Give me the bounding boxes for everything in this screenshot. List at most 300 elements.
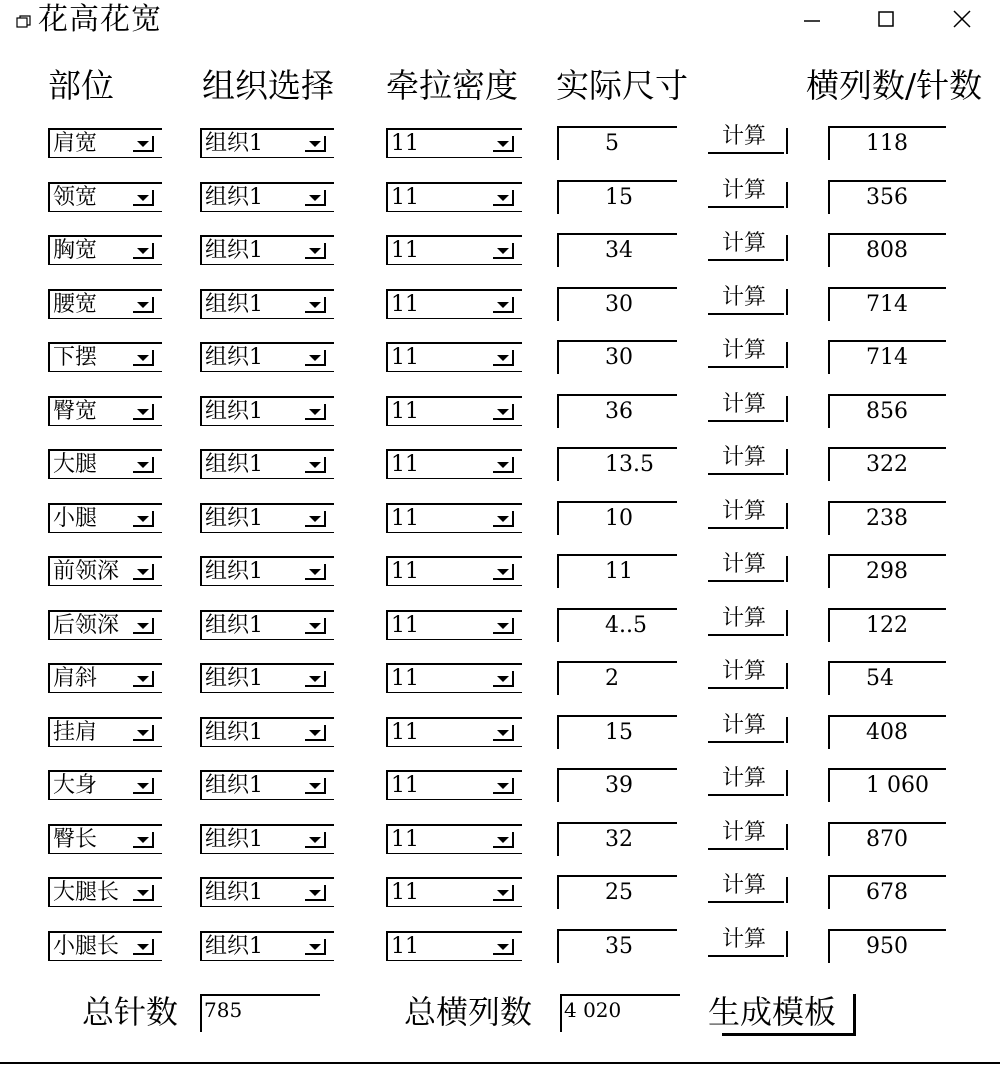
button-shadow [786,931,788,957]
organization-select-value: 组织1 [205,773,263,798]
dropdown-arrow-icon[interactable] [132,671,160,691]
button-shadow [786,877,788,903]
calculate-label: 计算 [722,499,767,524]
button-shadow [708,420,784,422]
dropdown-arrow-icon[interactable] [492,350,520,370]
actual-size-value: 15 [605,720,633,745]
part-select[interactable] [48,182,162,212]
dropdown-arrow-icon[interactable] [132,939,160,959]
calculate-label: 计算 [722,445,767,470]
density-select-value: 11 [391,399,419,424]
window-bottom-border [0,1062,1000,1064]
button-shadow [708,259,784,261]
part-select-value: 下摆 [53,345,98,370]
calculate-label: 计算 [722,392,767,417]
actual-size-value: 2 [605,666,619,691]
result-value: 356 [866,185,908,210]
dropdown-arrow-icon[interactable] [132,350,160,370]
part-select[interactable] [48,610,162,640]
dropdown-arrow-icon[interactable] [304,297,332,317]
actual-size-input[interactable] [557,394,677,428]
part-select[interactable] [48,824,162,854]
part-select-value: 肩斜 [53,666,98,691]
maximize-icon [877,10,895,32]
button-shadow [786,610,788,636]
organization-select-value: 组织1 [205,559,263,584]
density-select-value: 11 [391,185,419,210]
organization-select[interactable] [200,824,334,854]
organization-select[interactable] [200,610,334,640]
calculate-button[interactable] [706,229,790,261]
button-shadow [786,128,788,154]
button-shadow [708,634,784,636]
density-select[interactable] [386,182,522,212]
dropdown-arrow-icon[interactable] [304,671,332,691]
part-select-value: 肩宽 [53,131,98,156]
organization-select[interactable] [200,877,334,907]
part-select[interactable] [48,396,162,426]
result-output[interactable] [828,447,946,481]
part-select-value: 臀宽 [53,399,98,424]
button-shadow [786,663,788,689]
calculate-button[interactable] [706,711,790,743]
close-button[interactable] [942,6,982,36]
table-row [0,338,1000,378]
organization-select[interactable] [200,182,334,212]
organization-select-value: 组织1 [205,720,263,745]
dropdown-arrow-icon[interactable] [132,511,160,531]
part-select-value: 胸宽 [53,238,98,263]
actual-size-value: 32 [605,827,633,852]
calculate-label: 计算 [722,659,767,684]
actual-size-value: 30 [605,345,633,370]
button-shadow [786,449,788,475]
part-select[interactable] [48,289,162,319]
table-row [0,499,1000,539]
table-row [0,178,1000,218]
window-app-icon [16,14,32,28]
actual-size-input[interactable] [557,180,677,214]
table-row [0,713,1000,753]
button-shadow [786,289,788,315]
table-row [0,124,1000,164]
actual-size-input[interactable] [557,447,677,481]
organization-select[interactable] [200,289,334,319]
button-shadow [786,182,788,208]
dropdown-arrow-icon[interactable] [132,404,160,424]
calculate-button[interactable] [706,657,790,689]
part-select-value: 大身 [53,773,98,798]
button-shadow [722,1033,854,1036]
calculate-button[interactable] [706,122,790,154]
dropdown-arrow-icon[interactable] [492,778,520,798]
dropdown-arrow-icon[interactable] [304,457,332,477]
dropdown-arrow-icon[interactable] [492,885,520,905]
window-title: 花高花宽 [38,2,162,37]
actual-size-value: 34 [605,238,633,263]
calculate-label: 计算 [722,338,767,363]
actual-size-value: 39 [605,773,633,798]
calculate-button[interactable] [706,550,790,582]
actual-size-input[interactable] [557,233,677,267]
part-select[interactable] [48,235,162,265]
table-row [0,820,1000,860]
generate-template-button[interactable] [708,990,856,1036]
header-part: 部位 [48,66,114,105]
density-select-value: 11 [391,559,419,584]
result-value: 322 [866,452,908,477]
calculate-button[interactable] [706,871,790,903]
organization-select-value: 组织1 [205,827,263,852]
organization-select[interactable] [200,235,334,265]
dropdown-arrow-icon[interactable] [492,939,520,959]
part-select[interactable] [48,663,162,693]
actual-size-value: 25 [605,880,633,905]
table-row [0,766,1000,806]
dropdown-arrow-icon[interactable] [304,243,332,263]
button-shadow [786,235,788,261]
density-select[interactable] [386,289,522,319]
dropdown-arrow-icon[interactable] [304,564,332,584]
actual-size-value: 11 [605,559,633,584]
calculate-label: 计算 [722,124,767,149]
actual-size-input[interactable] [557,554,677,588]
density-select-value: 11 [391,506,419,531]
maximize-button[interactable] [866,6,906,36]
button-shadow [853,994,856,1036]
dropdown-arrow-icon[interactable] [304,350,332,370]
table-row [0,285,1000,325]
actual-size-input[interactable] [557,929,677,963]
button-shadow [708,901,784,903]
density-select[interactable] [386,128,522,158]
dropdown-arrow-icon[interactable] [492,297,520,317]
button-shadow [708,313,784,315]
dropdown-arrow-icon[interactable] [492,404,520,424]
calculate-label: 计算 [722,606,767,631]
density-select-value: 11 [391,880,419,905]
button-shadow [786,342,788,368]
density-select[interactable] [386,342,522,372]
dropdown-arrow-icon[interactable] [304,778,332,798]
close-icon [952,9,972,33]
calculate-button[interactable] [706,497,790,529]
part-select[interactable] [48,931,162,961]
calculate-button[interactable] [706,925,790,957]
result-value: 714 [866,345,908,370]
result-value: 238 [866,506,908,531]
density-select-value: 11 [391,720,419,745]
density-select[interactable] [386,877,522,907]
result-output[interactable] [828,233,946,267]
button-shadow [786,717,788,743]
organization-select[interactable] [200,556,334,586]
calculate-label: 计算 [722,285,767,310]
result-output[interactable] [828,608,946,642]
dropdown-arrow-icon[interactable] [304,511,332,531]
part-select-value: 腰宽 [53,292,98,317]
part-select-value: 大腿长 [53,880,120,905]
result-output[interactable] [828,394,946,428]
header-result: 横列数/针数 [806,66,983,105]
dropdown-arrow-icon[interactable] [304,885,332,905]
minimize-button[interactable] [792,6,832,36]
organization-select-value: 组织1 [205,345,263,370]
organization-select-value: 组织1 [205,292,263,317]
calculate-button[interactable] [706,283,790,315]
part-select-value: 大腿 [53,452,98,477]
dropdown-arrow-icon[interactable] [132,243,160,263]
organization-select-value: 组织1 [205,666,263,691]
dropdown-arrow-icon[interactable] [132,725,160,745]
dropdown-arrow-icon[interactable] [132,136,160,156]
table-row [0,659,1000,699]
part-select-value: 领宽 [53,185,98,210]
calculate-button[interactable] [706,336,790,368]
result-value: 856 [866,399,908,424]
button-shadow [708,794,784,796]
result-output[interactable] [828,875,946,909]
result-output[interactable] [828,661,946,695]
organization-select[interactable] [200,342,334,372]
dropdown-arrow-icon[interactable] [132,564,160,584]
generate-template-label: 生成模板 [708,993,837,1031]
organization-select[interactable] [200,663,334,693]
actual-size-input[interactable] [557,126,677,160]
calculate-button[interactable] [706,764,790,796]
table-row [0,231,1000,271]
part-select[interactable] [48,128,162,158]
dropdown-arrow-icon[interactable] [304,939,332,959]
actual-size-value: 35 [605,934,633,959]
result-value: 118 [866,131,908,156]
dropdown-arrow-icon[interactable] [132,885,160,905]
density-select-value: 11 [391,131,419,156]
part-select-value: 挂肩 [53,720,98,745]
density-select-value: 11 [391,238,419,263]
part-select-value: 臀长 [53,827,98,852]
part-select-value: 后领深 [53,613,120,638]
part-select-value: 小腿长 [53,934,120,959]
total-stitches-label: 总针数 [82,993,179,1031]
result-value: 54 [866,666,894,691]
header-organization: 组织选择 [202,66,334,105]
table-row [0,445,1000,485]
part-select[interactable] [48,877,162,907]
density-select[interactable] [386,931,522,961]
part-select-value: 小腿 [53,506,98,531]
button-shadow [708,366,784,368]
organization-select[interactable] [200,128,334,158]
dropdown-arrow-icon[interactable] [492,136,520,156]
actual-size-input[interactable] [557,608,677,642]
result-value: 950 [866,934,908,959]
organization-select-value: 组织1 [205,185,263,210]
density-select[interactable] [386,610,522,640]
density-select[interactable] [386,449,522,479]
calculate-button[interactable] [706,604,790,636]
actual-size-input[interactable] [557,715,677,749]
button-shadow [708,955,784,957]
actual-size-input[interactable] [557,875,677,909]
result-value: 870 [866,827,908,852]
organization-select[interactable] [200,396,334,426]
result-output[interactable] [828,715,946,749]
dropdown-arrow-icon[interactable] [304,618,332,638]
density-select[interactable] [386,717,522,747]
button-shadow [708,206,784,208]
actual-size-input[interactable] [557,768,677,802]
dropdown-arrow-icon[interactable] [492,457,520,477]
organization-select-value: 组织1 [205,131,263,156]
density-select-value: 11 [391,452,419,477]
organization-select-value: 组织1 [205,613,263,638]
organization-select[interactable] [200,770,334,800]
dropdown-arrow-icon[interactable] [304,832,332,852]
organization-select[interactable] [200,503,334,533]
result-value: 1 060 [866,773,929,798]
density-select-value: 11 [391,934,419,959]
calculate-button[interactable] [706,390,790,422]
button-shadow [786,396,788,422]
calculate-button[interactable] [706,818,790,850]
result-value: 122 [866,613,908,638]
dropdown-arrow-icon[interactable] [492,725,520,745]
result-output[interactable] [828,768,946,802]
total-stitches-field[interactable]: 785 [200,994,320,1032]
dropdown-arrow-icon[interactable] [492,564,520,584]
table-row [0,606,1000,646]
part-select[interactable] [48,342,162,372]
dropdown-arrow-icon[interactable] [132,778,160,798]
density-select[interactable] [386,396,522,426]
button-shadow [708,687,784,689]
part-select[interactable] [48,449,162,479]
result-value: 408 [866,720,908,745]
dropdown-arrow-icon[interactable] [492,671,520,691]
calculate-label: 计算 [722,766,767,791]
organization-select-value: 组织1 [205,506,263,531]
part-select[interactable] [48,503,162,533]
density-select-value: 11 [391,827,419,852]
result-value: 298 [866,559,908,584]
result-output[interactable] [828,287,946,321]
button-shadow [708,152,784,154]
actual-size-input[interactable] [557,661,677,695]
dropdown-arrow-icon[interactable] [132,297,160,317]
button-shadow [708,848,784,850]
dropdown-arrow-icon[interactable] [304,136,332,156]
organization-select[interactable] [200,931,334,961]
button-shadow [708,580,784,582]
organization-select-value: 组织1 [205,399,263,424]
density-select[interactable] [386,556,522,586]
calculate-label: 计算 [722,820,767,845]
part-select[interactable] [48,717,162,747]
result-value: 714 [866,292,908,317]
minimize-icon [803,10,821,32]
calculate-button[interactable] [706,443,790,475]
dropdown-arrow-icon[interactable] [132,618,160,638]
density-select[interactable] [386,824,522,854]
dropdown-arrow-icon[interactable] [304,725,332,745]
density-select-value: 11 [391,292,419,317]
result-output[interactable] [828,929,946,963]
total-courses-field[interactable]: 4 020 [560,994,680,1032]
actual-size-value: 36 [605,399,633,424]
dropdown-arrow-icon[interactable] [304,190,332,210]
result-output[interactable] [828,822,946,856]
density-select-value: 11 [391,345,419,370]
actual-size-input[interactable] [557,822,677,856]
result-output[interactable] [828,126,946,160]
dropdown-arrow-icon[interactable] [132,190,160,210]
organization-select[interactable] [200,449,334,479]
organization-select-value: 组织1 [205,452,263,477]
header-actual-size: 实际尺寸 [556,66,688,105]
table-row [0,927,1000,967]
part-select-value: 前领深 [53,559,120,584]
organization-select-value: 组织1 [205,934,263,959]
table-row [0,552,1000,592]
calculate-label: 计算 [722,178,767,203]
density-select[interactable] [386,770,522,800]
part-select[interactable] [48,556,162,586]
calculate-label: 计算 [722,927,767,952]
density-select[interactable] [386,663,522,693]
total-courses-label: 总横列数 [404,993,533,1031]
organization-select-value: 组织1 [205,880,263,905]
actual-size-value: 30 [605,292,633,317]
actual-size-input[interactable] [557,340,677,374]
button-shadow [708,741,784,743]
dropdown-arrow-icon[interactable] [492,190,520,210]
table-row [0,873,1000,913]
dropdown-arrow-icon[interactable] [132,832,160,852]
dropdown-arrow-icon[interactable] [492,243,520,263]
result-value: 678 [866,880,908,905]
dropdown-arrow-icon[interactable] [304,404,332,424]
button-shadow [786,770,788,796]
actual-size-value: 5 [605,131,619,156]
actual-size-input[interactable] [557,287,677,321]
actual-size-value: 15 [605,185,633,210]
button-shadow [708,473,784,475]
actual-size-value: 13.5 [605,452,654,477]
result-output[interactable] [828,501,946,535]
result-output[interactable] [828,340,946,374]
result-output[interactable] [828,180,946,214]
dropdown-arrow-icon[interactable] [492,618,520,638]
dropdown-arrow-icon[interactable] [492,511,520,531]
dropdown-arrow-icon[interactable] [132,457,160,477]
result-output[interactable] [828,554,946,588]
organization-select[interactable] [200,717,334,747]
header-density: 牵拉密度 [386,66,518,105]
calculate-button[interactable] [706,176,790,208]
part-select[interactable] [48,770,162,800]
density-select[interactable] [386,503,522,533]
result-value: 808 [866,238,908,263]
title-bar [0,0,1000,44]
dropdown-arrow-icon[interactable] [492,832,520,852]
density-select[interactable] [386,235,522,265]
actual-size-input[interactable] [557,501,677,535]
calculate-label: 计算 [722,231,767,256]
calculate-label: 计算 [722,873,767,898]
calculate-label: 计算 [722,552,767,577]
table-row [0,392,1000,432]
